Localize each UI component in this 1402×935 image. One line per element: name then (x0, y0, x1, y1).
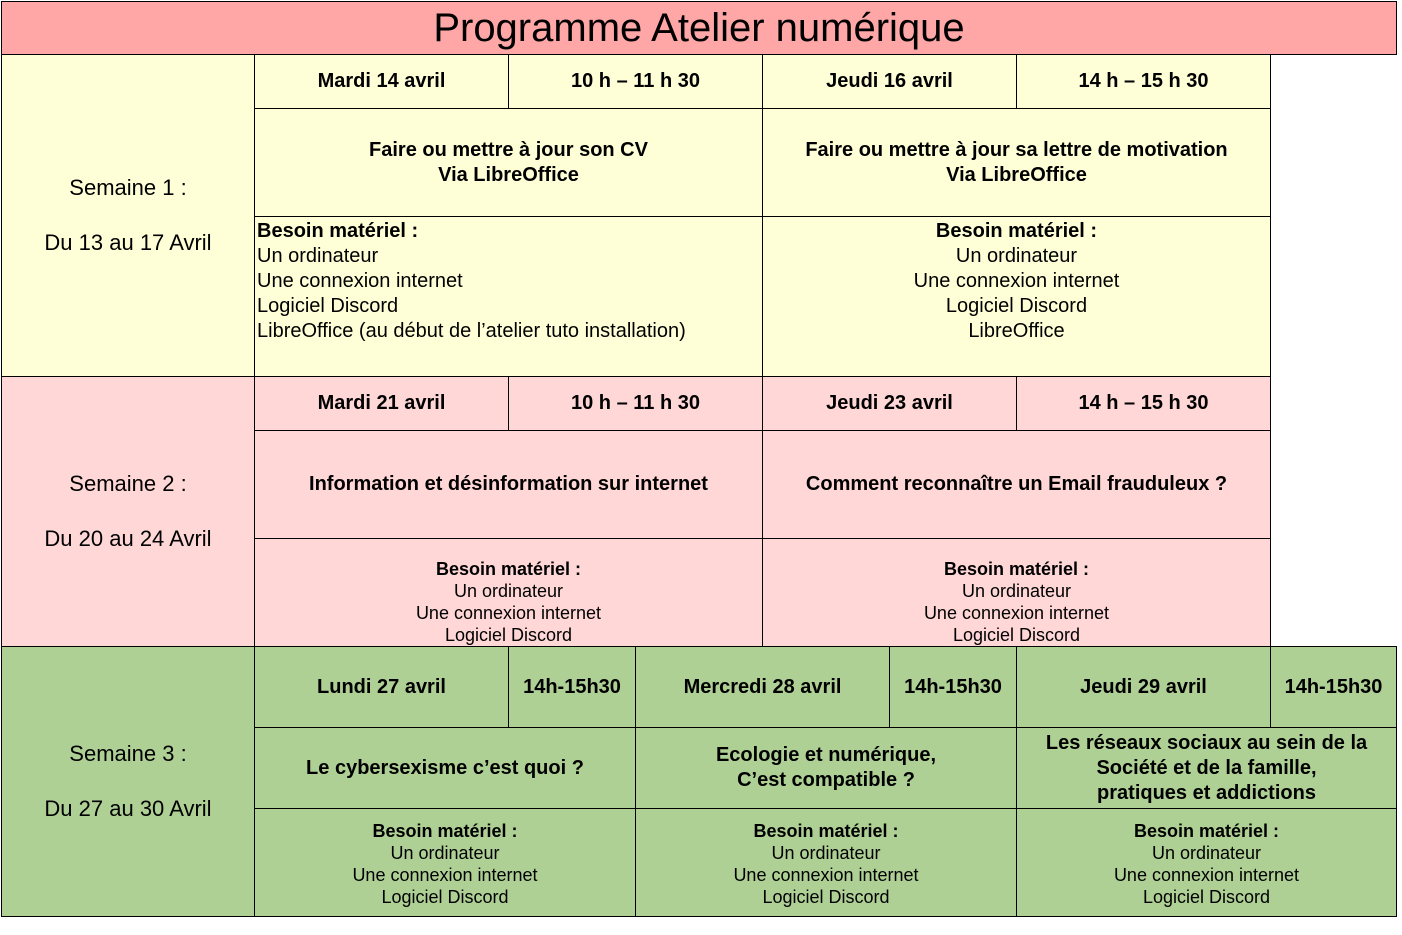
week-2-session-1-time: 10 h – 11 h 30 (508, 376, 763, 431)
needs-item: Logiciel Discord (444, 625, 573, 645)
needs-item: Logiciel Discord (945, 295, 1088, 317)
needs-item: Un ordinateur (961, 581, 1072, 601)
week-2-session-2-needs (762, 538, 1271, 647)
week-3-session-3-time: 14h-15h30 (1270, 646, 1397, 728)
week-2-label-cell (1, 376, 255, 647)
week-3-label-cell (1, 646, 255, 917)
topic-line: Société et de la famille, (1096, 756, 1317, 779)
week-2-session-2-time: 14 h – 15 h 30 (1016, 376, 1271, 431)
week-1-session-2-topic (762, 108, 1271, 217)
week-1-session-2-day: Jeudi 16 avril (762, 54, 1017, 109)
week-2-label: Semaine 2 : (69, 471, 187, 496)
week-2-session-2-topic (762, 430, 1271, 539)
week-3-dates: Du 27 au 30 Avril (44, 796, 212, 821)
needs-title: Besoin matériel : (1133, 821, 1280, 841)
week-3-session-3-day: Jeudi 29 avril (1016, 646, 1271, 728)
week-3-session-2-day: Mercredi 28 avril (635, 646, 890, 728)
needs-item: Logiciel Discord (1142, 887, 1271, 907)
needs-item: Logiciel Discord (762, 887, 890, 907)
needs-item: Un ordinateur (257, 245, 379, 267)
topic-line: pratiques et addictions (1097, 781, 1316, 804)
week-2-session-2-day: Jeudi 23 avril (762, 376, 1017, 431)
topic-line: Les réseaux sociaux au sein de la (1045, 731, 1368, 754)
needs-title: Besoin matériel : (435, 559, 582, 579)
week-1-dates: Du 13 au 17 Avril (44, 230, 212, 255)
needs-title: Besoin matériel : (753, 821, 899, 841)
week-2-session-1-needs (254, 538, 763, 647)
needs-item: Logiciel Discord (381, 887, 509, 907)
week-1-session-1-needs (254, 216, 763, 377)
page-title: Programme Atelier numérique (1, 1, 1397, 55)
topic-line: Information et désinformation sur internet (309, 473, 708, 495)
topic-line: Faire ou mettre à jour son CV (369, 138, 648, 161)
needs-item: Un ordinateur (1151, 843, 1262, 863)
needs-item: Un ordinateur (390, 843, 500, 863)
week-1-label-cell (1, 54, 255, 377)
week-3-session-1-day: Lundi 27 avril (254, 646, 509, 728)
needs-item: LibreOffice (968, 320, 1065, 342)
needs-item: Une connexion internet (923, 603, 1110, 623)
week-3-session-1-needs (254, 808, 636, 917)
week-3-session-1-time: 14h-15h30 (508, 646, 636, 728)
week-3-session-3-topic (1016, 727, 1397, 809)
week-1-session-2-needs (762, 216, 1271, 377)
needs-item: Une connexion internet (415, 603, 602, 623)
needs-title: Besoin matériel : (257, 220, 419, 242)
week-1-session-1-day: Mardi 14 avril (254, 54, 509, 109)
topic-line: Le cybersexisme c’est quoi ? (306, 756, 584, 779)
needs-title: Besoin matériel : (943, 559, 1090, 579)
topic-line: Comment reconnaître un Email frauduleux ? (805, 473, 1228, 495)
week-2-session-1-day: Mardi 21 avril (254, 376, 509, 431)
needs-item: Logiciel Discord (257, 295, 399, 317)
needs-item: Une connexion internet (257, 270, 463, 292)
week-3-label: Semaine 3 : (69, 741, 187, 766)
topic-line: C’est compatible ? (737, 769, 915, 791)
needs-item: Une connexion internet (733, 865, 919, 885)
needs-item: Un ordinateur (453, 581, 564, 601)
needs-item: Une connexion internet (352, 865, 538, 885)
week-3-session-2-time: 14h-15h30 (889, 646, 1017, 728)
needs-title: Besoin matériel : (372, 821, 518, 841)
week-1-session-2-time: 14 h – 15 h 30 (1016, 54, 1271, 109)
needs-item: Une connexion internet (1113, 865, 1300, 885)
week-3-session-2-needs (635, 808, 1017, 917)
needs-item: Logiciel Discord (952, 625, 1081, 645)
week-3-session-1-topic (254, 727, 636, 809)
needs-item: Un ordinateur (771, 843, 881, 863)
topic-line: Faire ou mettre à jour sa lettre de motivation (805, 138, 1228, 161)
topic-line: Ecologie et numérique, (715, 744, 937, 766)
topic-line: Via LibreOffice (438, 163, 579, 186)
needs-item: Un ordinateur (955, 245, 1078, 267)
week-1-session-1-time: 10 h – 11 h 30 (508, 54, 763, 109)
week-3-session-3-needs (1016, 808, 1397, 917)
week-3-session-2-topic (635, 727, 1017, 809)
week-1-session-1-topic (254, 108, 763, 217)
needs-item: Une connexion internet (913, 270, 1120, 292)
week-2-session-1-topic (254, 430, 763, 539)
needs-item: LibreOffice (au début de l’atelier tuto installation) (257, 320, 686, 342)
topic-line: Via LibreOffice (946, 163, 1087, 186)
needs-title: Besoin matériel : (935, 220, 1098, 242)
week-2-dates: Du 20 au 24 Avril (44, 526, 212, 551)
week-1-label: Semaine 1 : (69, 175, 187, 200)
